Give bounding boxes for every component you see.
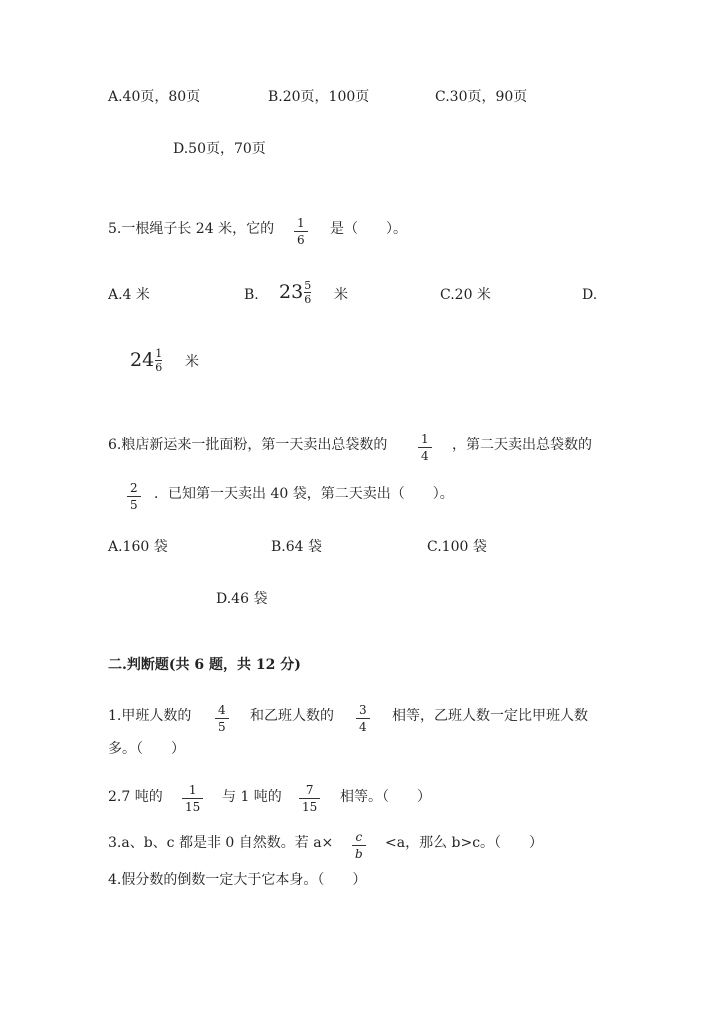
q6-fraction-1-denominator: 4 — [421, 449, 429, 463]
q4-option-a: A.40页，80页 — [108, 89, 201, 105]
q5-option-d-mixed-number — [130, 348, 162, 373]
j1-fraction-2-numerator: 3 — [359, 703, 367, 717]
q6-option-a: A.160 袋 — [108, 539, 168, 555]
q5-option-d-numerator: 1 — [155, 347, 163, 360]
j2-fraction-1-denominator: 15 — [185, 800, 201, 814]
q6-stem-part2: ，第二天卖出总袋数的 — [452, 437, 592, 453]
q4-option-d: D.50页，70页 — [173, 141, 266, 157]
q6-fraction-1-numerator: 1 — [421, 432, 429, 446]
q6-fraction-2-denominator: 5 — [130, 498, 138, 512]
q6-stem-part1: 6.粮店新运来一批面粉，第一天卖出总袋数的 — [108, 437, 388, 453]
j3-fraction — [352, 831, 366, 860]
q5-option-b-label: B. — [244, 287, 259, 303]
j3-part2: <a，那么 b>c。（ ） — [385, 835, 544, 851]
j2-fraction-2-denominator: 15 — [302, 800, 318, 814]
q5-fraction-numerator: 1 — [297, 216, 305, 230]
q4-option-c: C.30页，90页 — [435, 89, 528, 105]
j2-fraction-1-numerator: 1 — [188, 783, 197, 797]
q5-option-d-unit: 米 — [185, 354, 199, 370]
j1-fraction-1-numerator: 4 — [218, 703, 226, 717]
j2-fraction-2 — [299, 784, 320, 813]
j2-fraction-1 — [182, 784, 203, 813]
j1-fraction-1 — [215, 704, 229, 733]
q6-option-c: C.100 袋 — [427, 539, 487, 555]
q5-fraction-denominator: 6 — [297, 233, 305, 247]
q6-fraction-2-numerator: 2 — [130, 481, 138, 495]
q6-fraction-1 — [418, 433, 432, 462]
j1-fraction-2-denominator: 4 — [359, 720, 367, 734]
q5-option-b-fraction — [304, 280, 311, 305]
q5-stem-after: 是（ ）。 — [330, 221, 407, 237]
j2-part2: 与 1 吨的 — [222, 789, 282, 805]
q5-option-a: A.4 米 — [108, 287, 150, 303]
q5-option-b-whole: 23 — [279, 281, 304, 303]
j3-fraction-denominator: b — [355, 847, 363, 861]
q6-option-b: B.64 袋 — [271, 539, 323, 555]
q5-option-d-denominator: 6 — [155, 361, 163, 374]
q5-option-d-fraction — [155, 348, 162, 373]
j1-part3: 相等，乙班人数一定比甲班人数 — [392, 708, 588, 724]
q5-option-b-mixed-number — [279, 280, 311, 305]
section-title: 二.判断题(共 6 题，共 12 分) — [108, 657, 301, 673]
q5-option-d-whole: 24 — [130, 349, 155, 371]
j3-fraction-numerator: c — [355, 830, 363, 844]
q5-stem-before: 5.一根绳子长 24 米，它的 — [108, 221, 275, 237]
q6-fraction-2 — [127, 482, 141, 511]
j4-text: 4.假分数的倒数一定大于它本身。（ ） — [108, 872, 367, 888]
q6-stem-part3: ．已知第一天卖出 40 袋，第二天卖出（ ）。 — [154, 486, 454, 502]
q5-option-b-numerator: 5 — [304, 279, 312, 292]
q5-option-b-denominator: 6 — [304, 293, 312, 306]
j2-part1: 2.7 吨的 — [108, 789, 163, 805]
q4-option-b: B.20页，100页 — [268, 89, 370, 105]
j1-part2: 和乙班人数的 — [250, 708, 334, 724]
q5-option-c: C.20 米 — [440, 287, 491, 303]
q6-option-d: D.46 袋 — [216, 591, 268, 607]
q5-option-d-label: D. — [582, 287, 598, 303]
j3-part1: 3.a、b、c 都是非 0 自然数。若 a× — [108, 835, 334, 851]
j2-fraction-2-numerator: 7 — [305, 783, 314, 797]
j1-fraction-2 — [356, 704, 370, 733]
q5-option-b-unit: 米 — [334, 287, 348, 303]
j1-line2: 多。（ ） — [108, 741, 185, 757]
q5-fraction — [294, 217, 308, 246]
j2-part3: 相等。（ ） — [340, 789, 431, 805]
j1-fraction-1-denominator: 5 — [218, 720, 226, 734]
j1-part1: 1.甲班人数的 — [108, 708, 192, 724]
